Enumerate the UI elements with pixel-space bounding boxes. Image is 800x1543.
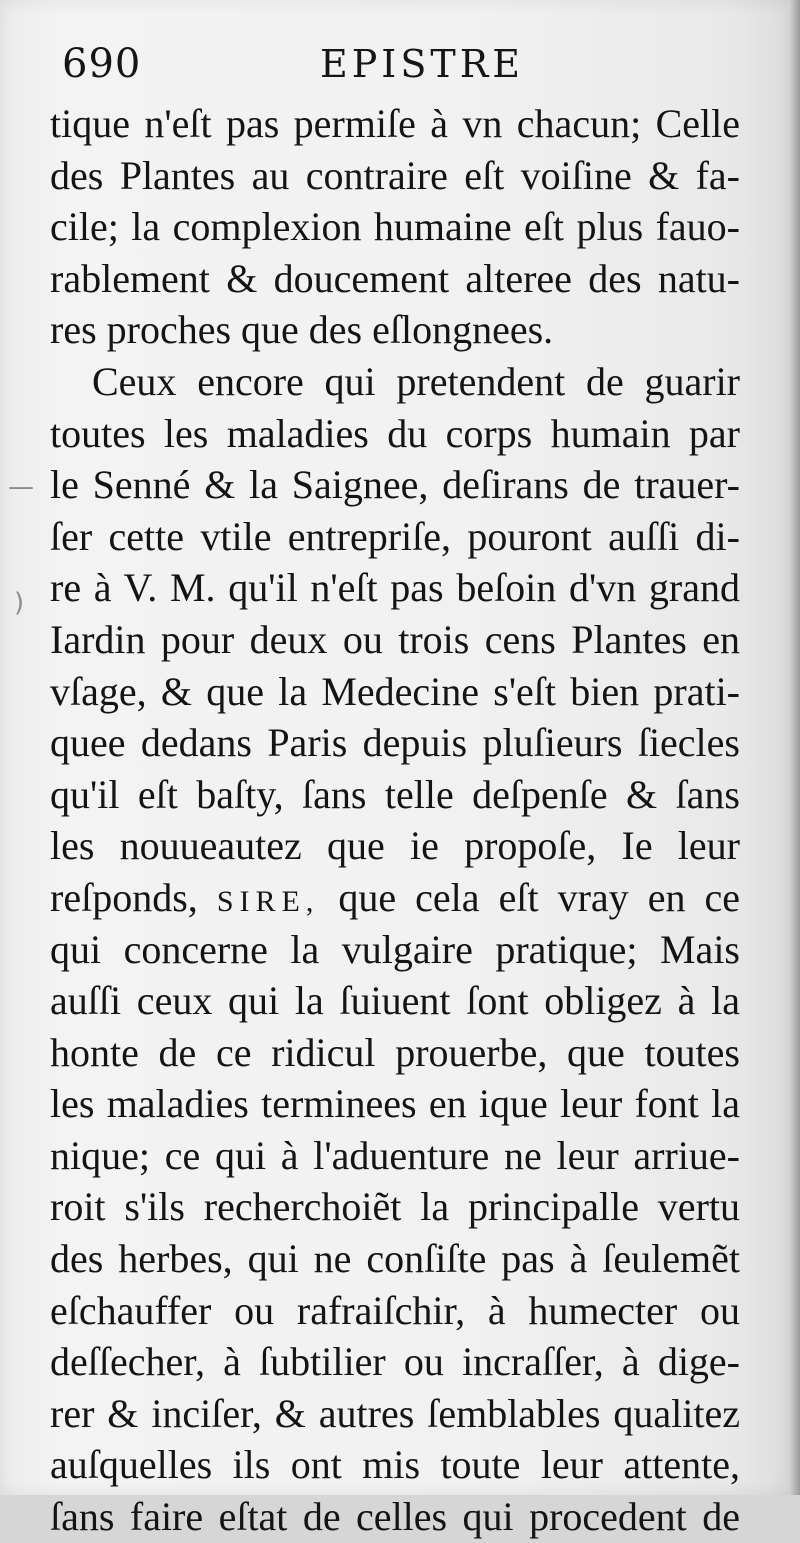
text-line: auſſi ceux qui la ſuiuent ſont obligez à la [50, 978, 740, 1024]
body-text [50, 98, 740, 1543]
text-line: honte de ce ridicul prouerbe, que toutes [50, 1029, 740, 1075]
text-line: ſans faire eſtat de celles qui procedent de [50, 1494, 740, 1540]
text-line: Ceux encore qui pretendent de guarir [92, 358, 740, 404]
text-line: rablement & doucement alteree des natu- [50, 255, 740, 301]
text-line: qu'il eſt baſty, ſans telle deſpenſe & ſans [50, 771, 740, 817]
text-line: des Plantes au contraire eſt voiſine & fa- [50, 152, 740, 198]
address-word: SIRE, [216, 884, 320, 918]
text-line: res proches que des eſlongnees. [50, 307, 554, 353]
text-line: deſſecher, à ſubtilier ou incraſſer, à dige- [50, 1339, 740, 1385]
margin-pencil-mark: ) [14, 588, 25, 618]
text-line: nique; ce qui à l'aduenture ne leur arriue- [50, 1132, 740, 1178]
text-line: le Senné & la Saignee, deſirans de trauer- [50, 462, 740, 508]
running-head: EPISTRE [320, 42, 525, 86]
text-line: re à V. M. qu'il n'eſt pas beſoin d'vn grand [50, 565, 740, 611]
text-line: roit s'ils recherchoiẽt la principalle vertu [50, 1184, 740, 1230]
page-header [62, 38, 732, 90]
text-line: eſchauffer ou rafraiſchir, à humecter ou [50, 1287, 740, 1333]
text-line: rer & inciſer, & autres ſemblables qualitez [50, 1390, 740, 1436]
text-fragment: que cela eſt vray en ce [338, 874, 740, 920]
text-line: ſer cette vtile entrepriſe, pouront auſſi di- [50, 513, 740, 559]
text-line: toutes les maladies du corps humain par [50, 410, 740, 456]
text-line: auſquelles ils ont mis toute leur attente, [50, 1442, 740, 1488]
margin-pencil-mark: — [8, 472, 34, 502]
text-line: des herbes, qui ne conſiſte pas à ſeulemẽt [50, 1236, 740, 1282]
text-line: qui concerne la vulgaire pratique; Mais [50, 926, 740, 972]
text-line: cile; la complexion humaine eſt plus fauo- [50, 204, 740, 250]
page-number: 690 [62, 41, 142, 87]
text-line: vſage, & que la Medecine s'eſt bien prati- [50, 668, 740, 714]
page-edge-shadow [790, 0, 800, 1495]
text-fragment: reſponds, [50, 874, 198, 920]
text-line: Iardin pour deux ou trois cens Plantes en [50, 616, 740, 662]
text-line: tique n'eſt pas permiſe à vn chacun; Celle [50, 101, 740, 146]
text-line: les nouueautez que ie propoſe, Ie leur [50, 823, 740, 869]
text-line: les maladies terminees en ique leur font la [50, 1081, 740, 1127]
text-line-with-address [50, 872, 740, 924]
text-line: quee dedans Paris depuis pluſieurs ſiecles [50, 720, 740, 766]
